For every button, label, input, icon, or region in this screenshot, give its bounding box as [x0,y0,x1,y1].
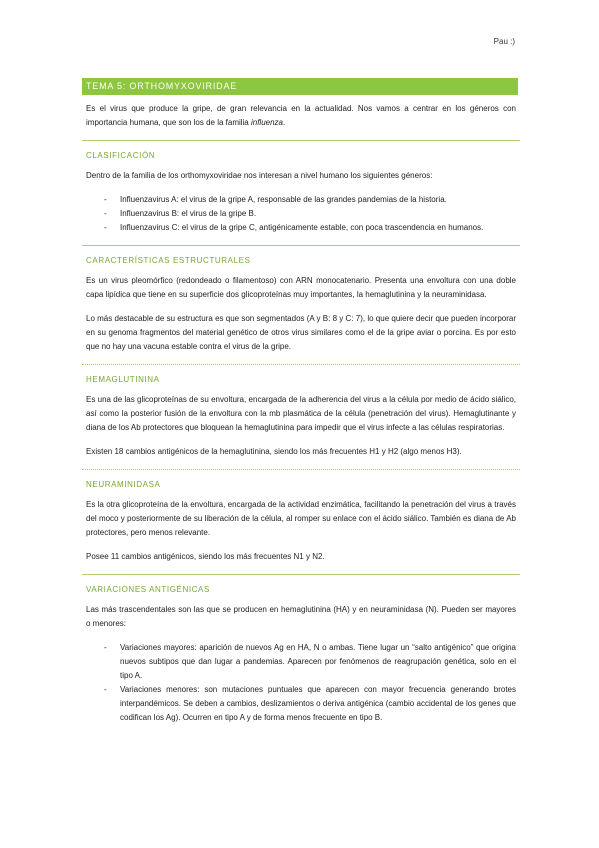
section-title-hemaglutinina: HEMAGLUTININA [86,375,160,384]
section-title-clasificacion: CLASIFICACIÓN [86,151,156,160]
list-item [86,641,516,683]
section-title-estructurales: CARACTERÍSTICAS ESTRUCTURALES [86,256,251,265]
list-item [86,193,516,207]
list-item [86,683,516,725]
bullet-dash: - [104,685,107,694]
list-item-text: Influenzavirus C: el virus de la gripe C, antigénicamente estable, con poca trascendencia en humanos. [120,223,484,232]
topic-banner: TEMA 5: ORTHOMYXOVIRIDAE [82,78,518,95]
bullet-dash: - [104,195,107,204]
list-item-text: Influenzavirus B: el virus de la gripe B. [120,209,257,218]
variaciones-lead: Las más trascendentales son las que se producen en hemaglutinina (HA) y en neuraminidasa (N). Pueden ser mayores o menores: [86,605,516,628]
variaciones-list [86,641,516,725]
list-item-text: Influenzavirus A: el virus de la gripe A, responsable de las grandes pandemias de la historia. [120,195,447,204]
intro-paragraph [86,102,516,130]
estructurales-paragraph-1: Es un virus pleomórfico (redondeado o filamentoso) con ARN monocatenario. Presenta una envoltura con una doble capa lipídica que tiene en su superficie dos glicoproteínas muy importantes, la hemaglutinina y la neuraminidasa. [86,276,516,299]
bullet-dash: - [104,209,107,218]
neuraminidasa-paragraph-1: Es la otra glicoproteína de la envoltura, encargada de la actividad enzimática, facilitando la penetración del virus a través del moco y posteriormente de su liberación de la célula, al romper su enlace con el ácido siálico. También es diana de Ab protectores, pero menos relevante. [86,500,516,537]
section-divider [82,245,520,246]
document-body [86,102,516,735]
author-label: Pau :) [493,37,515,46]
list-item [86,207,516,221]
hemaglutinina-paragraph-2: Existen 18 cambios antigénicos de la hemaglutinina, siendo los más frecuentes H1 y H2 (algo menos H3). [86,447,462,456]
neuraminidasa-paragraph-2: Posee 11 cambios antigénicos, siendo los más frecuentes N1 y N2. [86,552,325,561]
list-item [86,221,516,235]
hemaglutinina-paragraph-1: Es una de las glicoproteínas de su envoltura, encargada de la adherencia del virus a la célula por medio de ácido siálico, así como la posterior fusión de la envoltura con la mb plasmática de la célula (penetración del virus). Hemaglutinante y diana de los Ab protectores que bloquean la hemaglutinina para impedir que el virus infecte a las células respiratorias. [86,395,516,432]
estructurales-paragraph-2: Lo más destacable de su estructura es que son segmentados (A y B: 8 y C: 7), lo que quiere decir que pueden incorporar en su genoma fragmentos del material genético de otros virus similares como el de la gripe aviar o porcina. Es por esto que no hay una vacuna estable contra el virus de la gripe. [86,314,516,351]
list-item-text: Variaciones mayores: aparición de nuevos Ag en HA, N o ambas. Tiene lugar un “salto antigénico” que origina nuevos subtipos que dan lugar a pandemias. Aparecen por fenómenos de reagrupación genética, solo en el tipo A. [120,643,516,680]
clasificacion-list [86,193,516,235]
subsection-divider [82,364,520,365]
subsection-divider [82,469,520,470]
section-divider [82,140,520,141]
intro-text-end: . [283,118,286,127]
clasificacion-lead: Dentro de la familia de los orthomyxoviridae nos interesan a nivel humano los siguientes géneros: [86,171,433,180]
section-title-neuraminidasa: NEURAMINIDASA [86,480,161,489]
bullet-dash: - [104,223,107,232]
intro-italic: influenza [250,118,284,127]
section-divider [82,574,520,575]
intro-text: Es el virus que produce la gripe, de gran relevancia en la actualidad. Nos vamos a centrar en los géneros con importancia humana, que son los de la familia [86,104,516,127]
list-item-text: Variaciones menores: son mutaciones puntuales que aparecen con mayor frecuencia generando brotes interpandémicos. Se deben a cambios, deslizamientos o deriva antigénica (cambio accidental de los genes que codifican los Ag). Ocurren en tipo A y de forma menos frecuente en tipo B. [120,685,516,722]
bullet-dash: - [104,643,107,652]
section-title-variaciones: VARIACIONES ANTIGÉNICAS [86,585,210,594]
